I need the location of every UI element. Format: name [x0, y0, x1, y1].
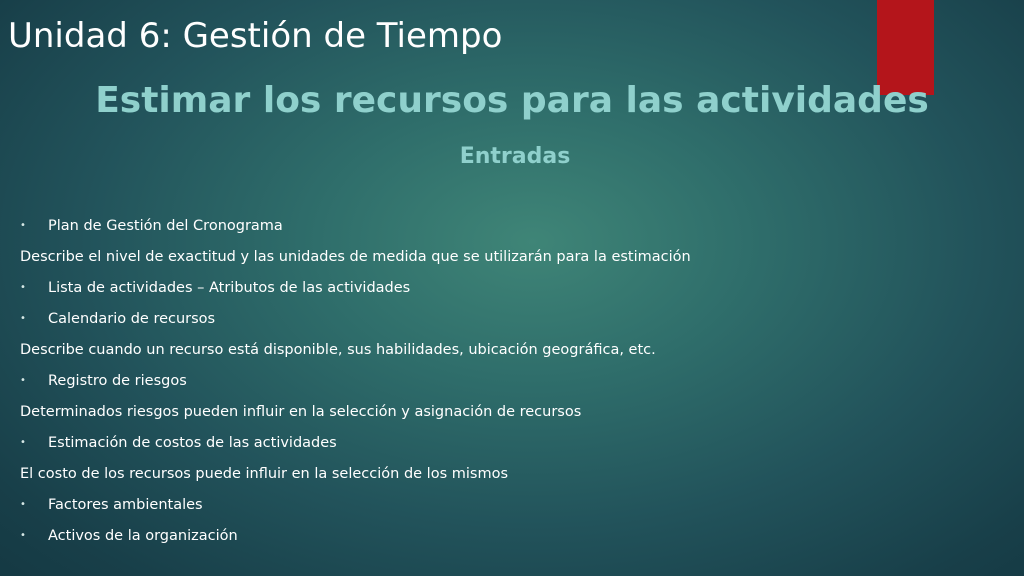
- description-line: Describe el nivel de exactitud y las unidades de medida que se utilizarán para la estimación: [20, 249, 691, 265]
- bullet-item: [20, 306, 1010, 337]
- bullet-text: Lista de actividades – Atributos de las actividades: [48, 280, 411, 296]
- bullet-item: [20, 275, 1010, 306]
- bullet-icon: •: [20, 530, 26, 541]
- slide-content: [20, 213, 1010, 554]
- bullet-item: [20, 368, 1010, 399]
- bullet-text: Calendario de recursos: [48, 311, 216, 327]
- bullet-item: [20, 430, 1010, 461]
- bullet-text: Estimación de costos de las actividades: [48, 435, 337, 451]
- bullet-item: [20, 523, 1010, 554]
- bullet-text: Plan de Gestión del Cronograma: [48, 218, 283, 234]
- bullet-icon: •: [20, 499, 26, 510]
- bullet-icon: •: [20, 313, 26, 324]
- bullet-icon: •: [20, 437, 26, 448]
- slide-subtitle: Entradas: [459, 144, 571, 169]
- bullet-icon: •: [20, 282, 26, 293]
- bullet-item: [20, 492, 1010, 523]
- bullet-icon: •: [20, 220, 26, 231]
- bullet-item: [20, 213, 1010, 244]
- description-line: Determinados riesgos pueden influir en la selección y asignación de recursos: [20, 404, 582, 420]
- description-line: El costo de los recursos puede influir en la selección de los mismos: [20, 466, 508, 482]
- bullet-icon: •: [20, 375, 26, 386]
- bullet-text: Registro de riesgos: [48, 373, 187, 389]
- bullet-text: Factores ambientales: [48, 497, 203, 513]
- bullet-text: Activos de la organización: [48, 528, 238, 544]
- description-line: Describe cuando un recurso está disponible, sus habilidades, ubicación geográfica, etc.: [20, 342, 656, 358]
- unit-title: Unidad 6: Gestión de Tiempo: [8, 16, 503, 56]
- slide-title: Estimar los recursos para las actividades: [95, 80, 929, 121]
